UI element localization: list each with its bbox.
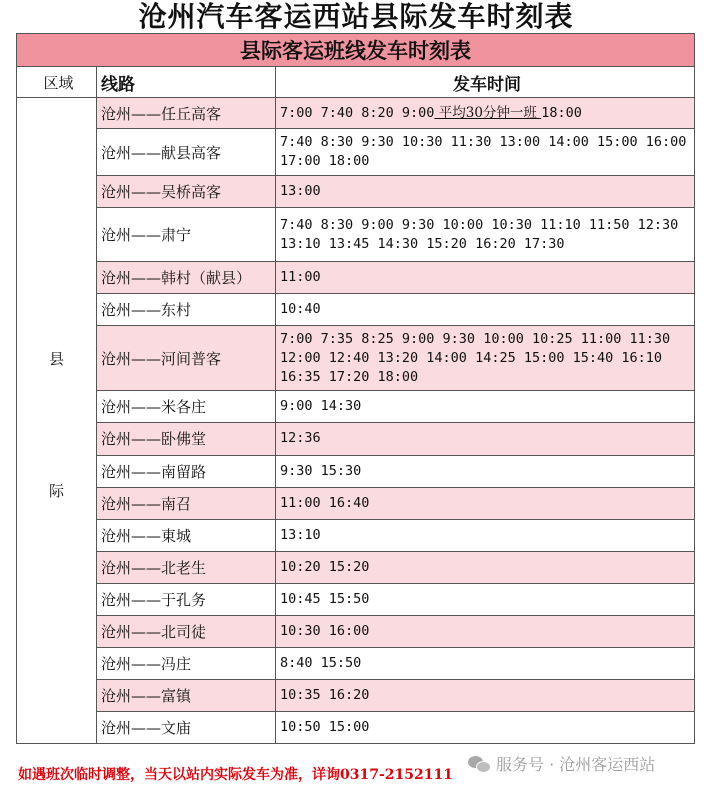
table-row xyxy=(17,487,695,519)
route-cell: 沧州——南留路 xyxy=(97,455,276,487)
frequency-note: 平均30分钟一班 xyxy=(434,104,542,121)
departure-times: 9:30 15:30 xyxy=(280,462,362,479)
departure-times: 8:40 15:50 xyxy=(280,654,362,671)
route-cell: 沧州——南召 xyxy=(97,487,276,519)
table-row xyxy=(17,294,695,326)
departure-times: 10:40 xyxy=(280,301,321,318)
header-times: 发车时间 xyxy=(276,67,695,98)
times-cell xyxy=(276,487,695,519)
route-cell: 沧州——肃宁 xyxy=(97,208,276,262)
times-cell xyxy=(276,423,695,455)
watermark xyxy=(468,752,655,775)
region-cell xyxy=(17,98,97,744)
departure-times: 7:00 7:35 8:25 9:00 9:30 10:00 10:25 11:00 11:30 12:00 12:40 13:20 14:00 14:25 15:00 15:40 16:10 16:35 17:20 18:00 xyxy=(280,330,671,385)
table-row xyxy=(17,615,695,647)
footer-notice: 如遇班次临时调整，当天以站内实际发车为准，详询0317-2152111 xyxy=(18,767,453,783)
route-cell: 沧州——东村 xyxy=(97,294,276,326)
times-cell xyxy=(276,519,695,551)
route-cell: 沧州——于孔务 xyxy=(97,583,276,615)
times-cell xyxy=(276,455,695,487)
table-row xyxy=(17,679,695,711)
departure-times: 13:10 xyxy=(280,526,321,543)
departure-times: 7:40 8:30 9:30 10:30 11:30 13:00 14:00 15:00 16:00 17:00 18:00 xyxy=(280,134,687,170)
route-cell: 沧州——任丘高客 xyxy=(97,98,276,129)
route-cell: 沧州——北老生 xyxy=(97,551,276,583)
departure-times: 11:00 16:40 xyxy=(280,494,370,511)
route-cell: 沧州——文庙 xyxy=(97,711,276,743)
watermark-text: 服务号 · 沧州客运西站 xyxy=(496,755,656,774)
times-cell xyxy=(276,647,695,679)
departure-times: 7:00 7:40 8:20 9:00 xyxy=(280,104,435,121)
table-row xyxy=(17,98,695,129)
departure-times: 10:35 16:20 xyxy=(280,686,370,703)
route-cell: 沧州——富镇 xyxy=(97,679,276,711)
times-cell xyxy=(276,176,695,208)
table-row xyxy=(17,711,695,743)
times-cell xyxy=(276,262,695,294)
route-cell: 沧州——韩村（献县） xyxy=(97,262,276,294)
table-row xyxy=(17,551,695,583)
table-row xyxy=(17,176,695,208)
header-route: 线路 xyxy=(97,67,276,98)
departure-times: 10:30 16:00 xyxy=(280,622,370,639)
route-cell: 沧州——卧佛堂 xyxy=(97,423,276,455)
schedule-table xyxy=(16,33,695,744)
departure-times: 10:20 15:20 xyxy=(280,558,370,575)
table-row xyxy=(17,129,695,176)
times-cell xyxy=(276,551,695,583)
departure-times: 13:00 xyxy=(280,183,321,200)
table-row xyxy=(17,326,695,391)
route-cell: 沧州——献县高客 xyxy=(97,129,276,176)
times-cell xyxy=(276,583,695,615)
wechat-icon xyxy=(468,756,490,772)
route-cell: 沧州——東城 xyxy=(97,519,276,551)
table-row xyxy=(17,262,695,294)
departure-times: 10:45 15:50 xyxy=(280,590,370,607)
table-row xyxy=(17,583,695,615)
times-cell xyxy=(276,615,695,647)
times-cell xyxy=(276,294,695,326)
table-row xyxy=(17,391,695,423)
table-row xyxy=(17,423,695,455)
table-row xyxy=(17,455,695,487)
page-title: 沧州汽车客运西站县际发车时刻表 xyxy=(138,0,574,33)
departure-times: 10:50 15:00 xyxy=(280,718,370,735)
departure-times: 12:36 xyxy=(280,430,321,447)
route-cell: 沧州——河间普客 xyxy=(97,326,276,391)
departure-times: 11:00 xyxy=(280,269,321,286)
departure-times: 9:00 14:30 xyxy=(280,398,362,415)
times-cell xyxy=(276,711,695,743)
region-char: 县 xyxy=(48,350,64,368)
times-cell xyxy=(276,679,695,711)
table-subtitle: 县际客运班线发车时刻表 xyxy=(17,34,695,67)
last-departure: 18:00 xyxy=(541,104,582,121)
route-cell: 沧州——米各庄 xyxy=(97,391,276,423)
table-row xyxy=(17,208,695,262)
departure-times: 7:40 8:30 9:00 9:30 10:00 10:30 11:10 11:50 12:30 13:10 13:45 14:30 15:20 16:20 17:30 xyxy=(280,216,679,252)
table-row xyxy=(17,519,695,551)
times-cell xyxy=(276,391,695,423)
header-row xyxy=(17,67,695,98)
route-cell: 沧州——北司徒 xyxy=(97,615,276,647)
subtitle-row xyxy=(17,34,695,67)
route-cell: 沧州——吴桥高客 xyxy=(97,176,276,208)
table-row xyxy=(17,647,695,679)
header-region: 区域 xyxy=(17,67,97,98)
route-cell: 沧州——冯庄 xyxy=(97,647,276,679)
region-char: 际 xyxy=(48,482,64,500)
times-cell xyxy=(276,98,695,129)
times-cell xyxy=(276,208,695,262)
times-cell xyxy=(276,129,695,176)
times-cell xyxy=(276,326,695,391)
